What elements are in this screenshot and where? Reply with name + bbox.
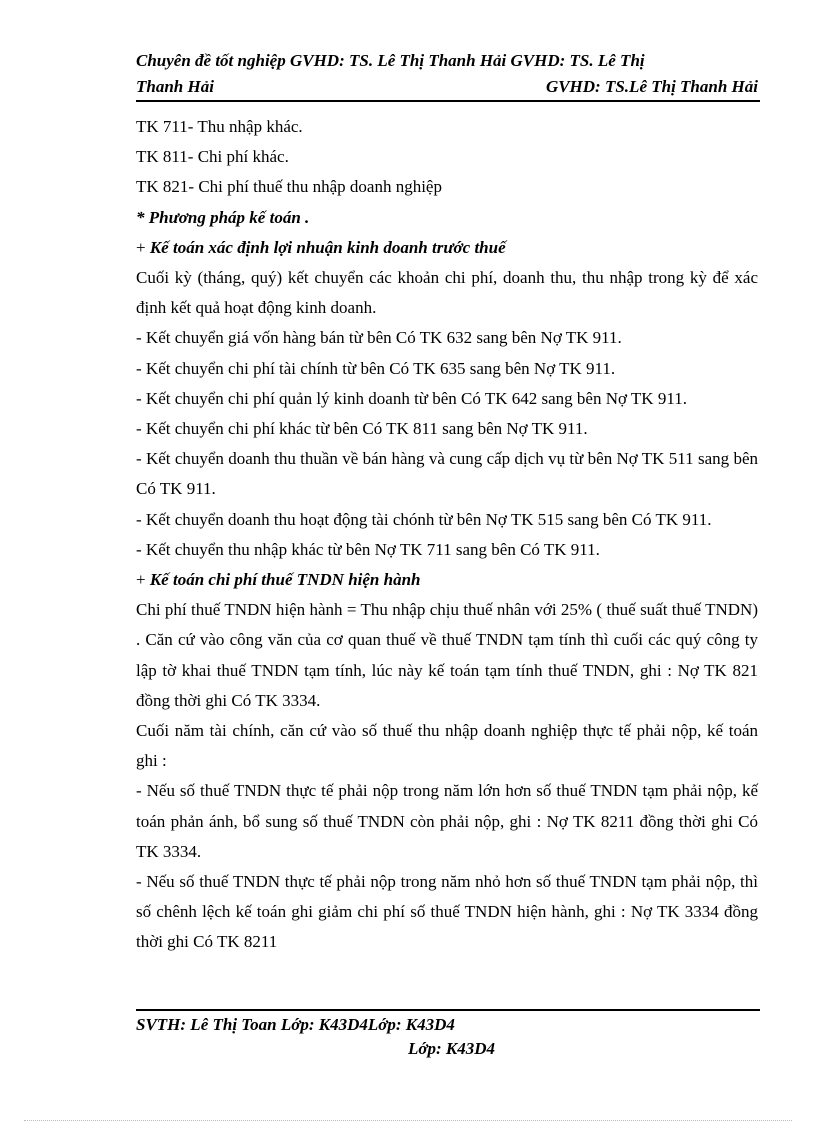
paragraph-tax-expense: Chi phí thuế TNDN hiện hành = Thu nhập chịu thuế nhân với 25% ( thuế suất thuế TNDN) . Căn cứ vào công văn của cơ quan thuế về thuế TNDN tạm tính thì cuối các quý công ty lập tờ khai thuế TNDN tạm tính, lúc này kế toán tạm tính thuế TNDN, ghi : Nợ TK 821 đồng thời ghi Có TK 3334. <box>136 600 758 710</box>
footer-student: SVTH: Lê Thị Toan Lớp: K43D4Lớp: K43D4 <box>136 1015 455 1034</box>
page-footer <box>136 1013 758 1061</box>
header-line-2 <box>136 74 758 100</box>
subheading-profit-text: Kế toán xác định lợi nhuận kinh doanh trước thuế <box>149 237 506 257</box>
list-item-financial-revenue: - Kết chuyển doanh thu hoạt động tài chónh từ bên Nợ TK 515 sang bên Có TK 911. <box>136 509 712 529</box>
list-item-tax-higher: - Nếu số thuế TNDN thực tế phải nộp trong năm lớn hơn số thuế TNDN tạm phải nộp, kế toán phản ánh, bổ sung số thuế TNDN còn phải nộp, ghi : Nợ TK 8211 đồng thời ghi Có TK 3334. <box>136 781 758 861</box>
subheading-tax <box>136 565 758 595</box>
list-item-cost-of-goods: - Kết chuyển giá vốn hàng bán từ bên Có TK 632 sang bên Nợ TK 911. <box>136 328 622 348</box>
header-line-1 <box>136 48 758 74</box>
page-bottom-border <box>24 1120 792 1121</box>
subheading-profit <box>136 233 758 263</box>
list-item-financial-cost: - Kết chuyển chi phí tài chính từ bên Có TK 635 sang bên Nợ TK 911. <box>136 358 616 378</box>
list-item-other-income: - Kết chuyển thu nhập khác từ bên Nợ TK 711 sang bên Có TK 911. <box>136 539 600 559</box>
subheading-profit-prefix: + <box>136 237 150 257</box>
header-name: Thanh Hải <box>136 77 214 96</box>
paragraph-period-transfer: Cuối kỳ (tháng, quý) kết chuyển các khoản chi phí, doanh thu, thu nhập trong kỳ để xác định kết quả hoạt động kinh doanh. <box>136 268 758 318</box>
subheading-tax-text: Kế toán chi phí thuế TNDN hiện hành <box>149 570 421 590</box>
paragraph-tk711: TK 711- Thu nhập khác. <box>136 117 303 136</box>
header-supervisor: GVHD: TS.Lê Thị Thanh Hải <box>545 77 758 96</box>
list-item-admin-cost: - Kết chuyển chi phí quản lý kinh doanh từ bên Có TK 642 sang bên Nợ TK 911. <box>136 388 687 408</box>
paragraph-tk821: TK 821- Chi phí thuế thu nhập doanh nghiệp <box>136 177 442 197</box>
header-divider <box>136 100 760 102</box>
document-body <box>136 112 758 958</box>
section-heading-method: * Phương pháp kế toán . <box>136 207 310 227</box>
list-item-tax-lower: - Nếu số thuế TNDN thực tế phải nộp trong năm nhỏ hơn số thuế TNDN tạm phải nộp, thì số chênh lệch kế toán ghi giảm chi phí số thuế TNDN hiện hành, ghi : Nợ TK 3334 đồng thời ghi Có TK 8211 <box>136 872 758 952</box>
paragraph-year-end: Cuối năm tài chính, căn cứ vào số thuế thu nhập doanh nghiệp thực tế phải nộp, kế toán ghi : <box>136 721 758 771</box>
list-item-net-revenue: - Kết chuyển doanh thu thuần về bán hàng và cung cấp dịch vụ từ bên Nợ TK 511 sang bên Có TK 911. <box>136 449 758 499</box>
paragraph-tk811: TK 811- Chi phí khác. <box>136 147 289 167</box>
subheading-tax-prefix: + <box>136 570 150 590</box>
footer-divider <box>136 1009 760 1011</box>
footer-class: Lớp: K43D4 <box>408 1039 496 1058</box>
list-item-other-cost: - Kết chuyển chi phí khác từ bên Có TK 811 sang bên Nợ TK 911. <box>136 419 588 439</box>
page-header <box>136 48 758 100</box>
header-title: Chuyên đề tốt nghiệp GVHD: TS. Lê Thị Thanh Hải GVHD: TS. Lê Thị <box>136 51 645 70</box>
